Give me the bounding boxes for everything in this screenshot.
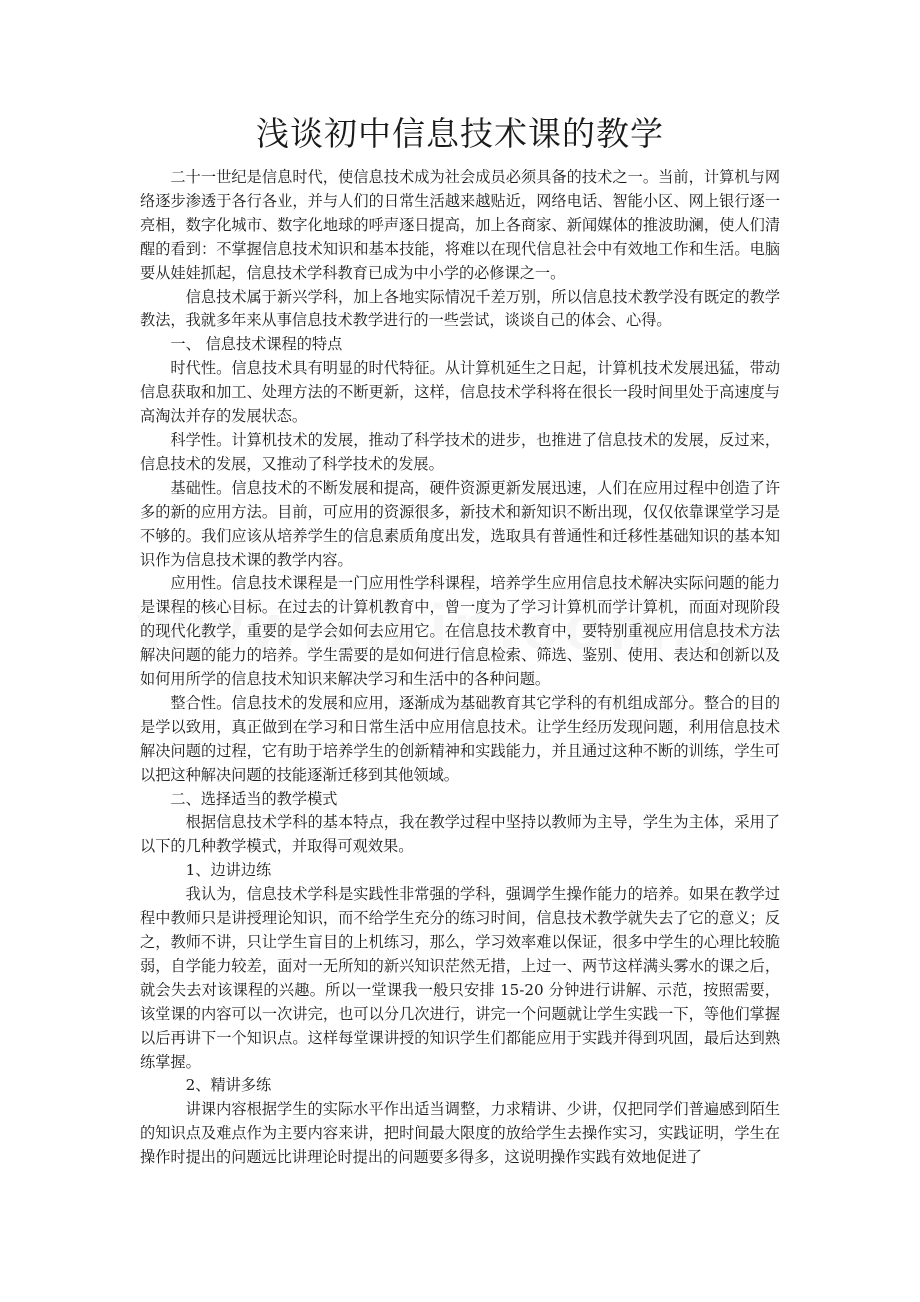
- paragraph-concise-lecture: 讲课内容根据学生的实际水平作出适当调整，力求精讲、少讲，仅把同学们普遍感到陌生的知识点及难点作为主要内容来讲，把时间最大限度的放给学生去操作实习，实践证明，学生在操作时提出的问题远比讲理论时提出的问题要多得多，这说明操作实践有效地促进了: [140, 1100, 780, 1167]
- document-title: 浅谈初中信息技术课的教学: [256, 114, 664, 153]
- section-heading-2: 二、选择适当的教学模式: [170, 789, 338, 808]
- paragraph-intro: 二十一世纪是信息时代，使信息技术成为社会成员必须具备的技术之一。当前，计算机与网络逐步渗透于各行各业，并与人们的日常生活越来越贴近，网络电话、智能小区、网上银行逐一亮相，数字化城市、数字化地球的呼声逐日提高，加上各商家、新闻媒体的推波助澜，使人们清醒的看到：不掌握信息技术知识和基本技能，将难以在现代信息社会中有效地工作和生活。电脑要从娃娃抓起，信息技术学科教育已成为中小学的必修课之一。: [140, 168, 780, 282]
- subsection-heading-1: 1、边讲边练: [185, 861, 272, 880]
- subsection-heading-2: 2、精讲多练: [185, 1076, 272, 1095]
- paragraph-foundational: 基础性。信息技术的不断发展和提高，硬件资源更新发展迅速，人们在应用过程中创造了许多的新的应用方法。目前，可应用的资源很多，新技术和新知识不断出现，仅仅依靠课堂学习是不够的。我们应该从培养学生的信息素质角度出发，选取具有普通性和迁移性基础知识的基本知识作为信息技术课的教学内容。: [140, 478, 780, 569]
- paragraph-integrated: 整合性。信息技术的发展和应用，逐渐成为基础教育其它学科的有机组成部分。整合的目的是学以致用，真正做到在学习和日常生活中应用信息技术。让学生经历发现问题，利用信息技术解决问题的过程，它有助于培养学生的创新精神和实践能力，并且通过这种不断的训练，学生可以把这种解决问题的技能逐渐迁移到其他领域。: [140, 693, 780, 784]
- section-heading-1: 一、 信息技术课程的特点: [170, 335, 343, 354]
- paragraph-teaching-modes: 根据信息技术学科的基本特点，我在教学过程中坚持以教师为主导，学生为主体，采用了以下的几种教学模式，并取得可观效果。: [140, 813, 780, 856]
- paragraph-lecture-practice: 我认为，信息技术学科是实践性非常强的学科，强调学生操作能力的培养。如果在教学过程中教师只是讲授理论知识，而不给学生充分的练习时间，信息技术教学就失去了它的意义；反之，教师不讲，只让学生盲目的上机练习，那么，学习效率难以保证，很多中学生的心理比较脆弱，自学能力较差，面对一无所知的新兴知识茫然无措，上过一、两节这样满头雾水的课之后，就会失去对该课程的兴趣。所以一堂课我一般只安排 15-20 分钟进行讲解、示范，按照需要，该堂课的内容可以一次讲完，也可以分几次进行，讲完一个问题就让学生实践一下，等他们掌握以后再讲下一个知识点。这样每堂课讲授的知识学生们都能应用于实践并得到巩固，最后达到熟练掌握。: [140, 885, 780, 1071]
- paragraph-timeliness: 时代性。信息技术具有明显的时代特征。从计算机延生之日起，计算机技术发展迅猛，带动信息获取和加工、处理方法的不断更新，这样，信息技术学科将在很长一段时间里处于高速度与高淘汰并存的发展状态。: [140, 359, 780, 426]
- paragraph-applied: 应用性。信息技术课程是一门应用性学科课程，培养学生应用信息技术解决实际问题的能力是课程的核心目标。在过去的计算机教育中，曾一度为了学习计算机而学计算机，而面对现阶段的现代化教学，重要的是学会如何去应用它。在信息技术教育中，要特别重视应用信息技术方法解决问题的能力的培养。学生需要的是如何进行信息检索、筛选、鉴别、使用、表达和创新以及如何用所学的信息技术知识来解决学习和生活中的各种问题。: [140, 574, 780, 689]
- paragraph-scientific: 科学性。计算机技术的发展，推动了科学技术的进步，也推进了信息技术的发展，反过来，信息技术的发展，又推动了科学技术的发展。: [140, 430, 780, 473]
- paragraph-intro-2: 信息技术属于新兴学科，加上各地实际情况千差万别，所以信息技术教学没有既定的教学教法，我就多年来从事信息技术教学进行的一些尝试，谈谈自己的体会、心得。: [140, 287, 780, 330]
